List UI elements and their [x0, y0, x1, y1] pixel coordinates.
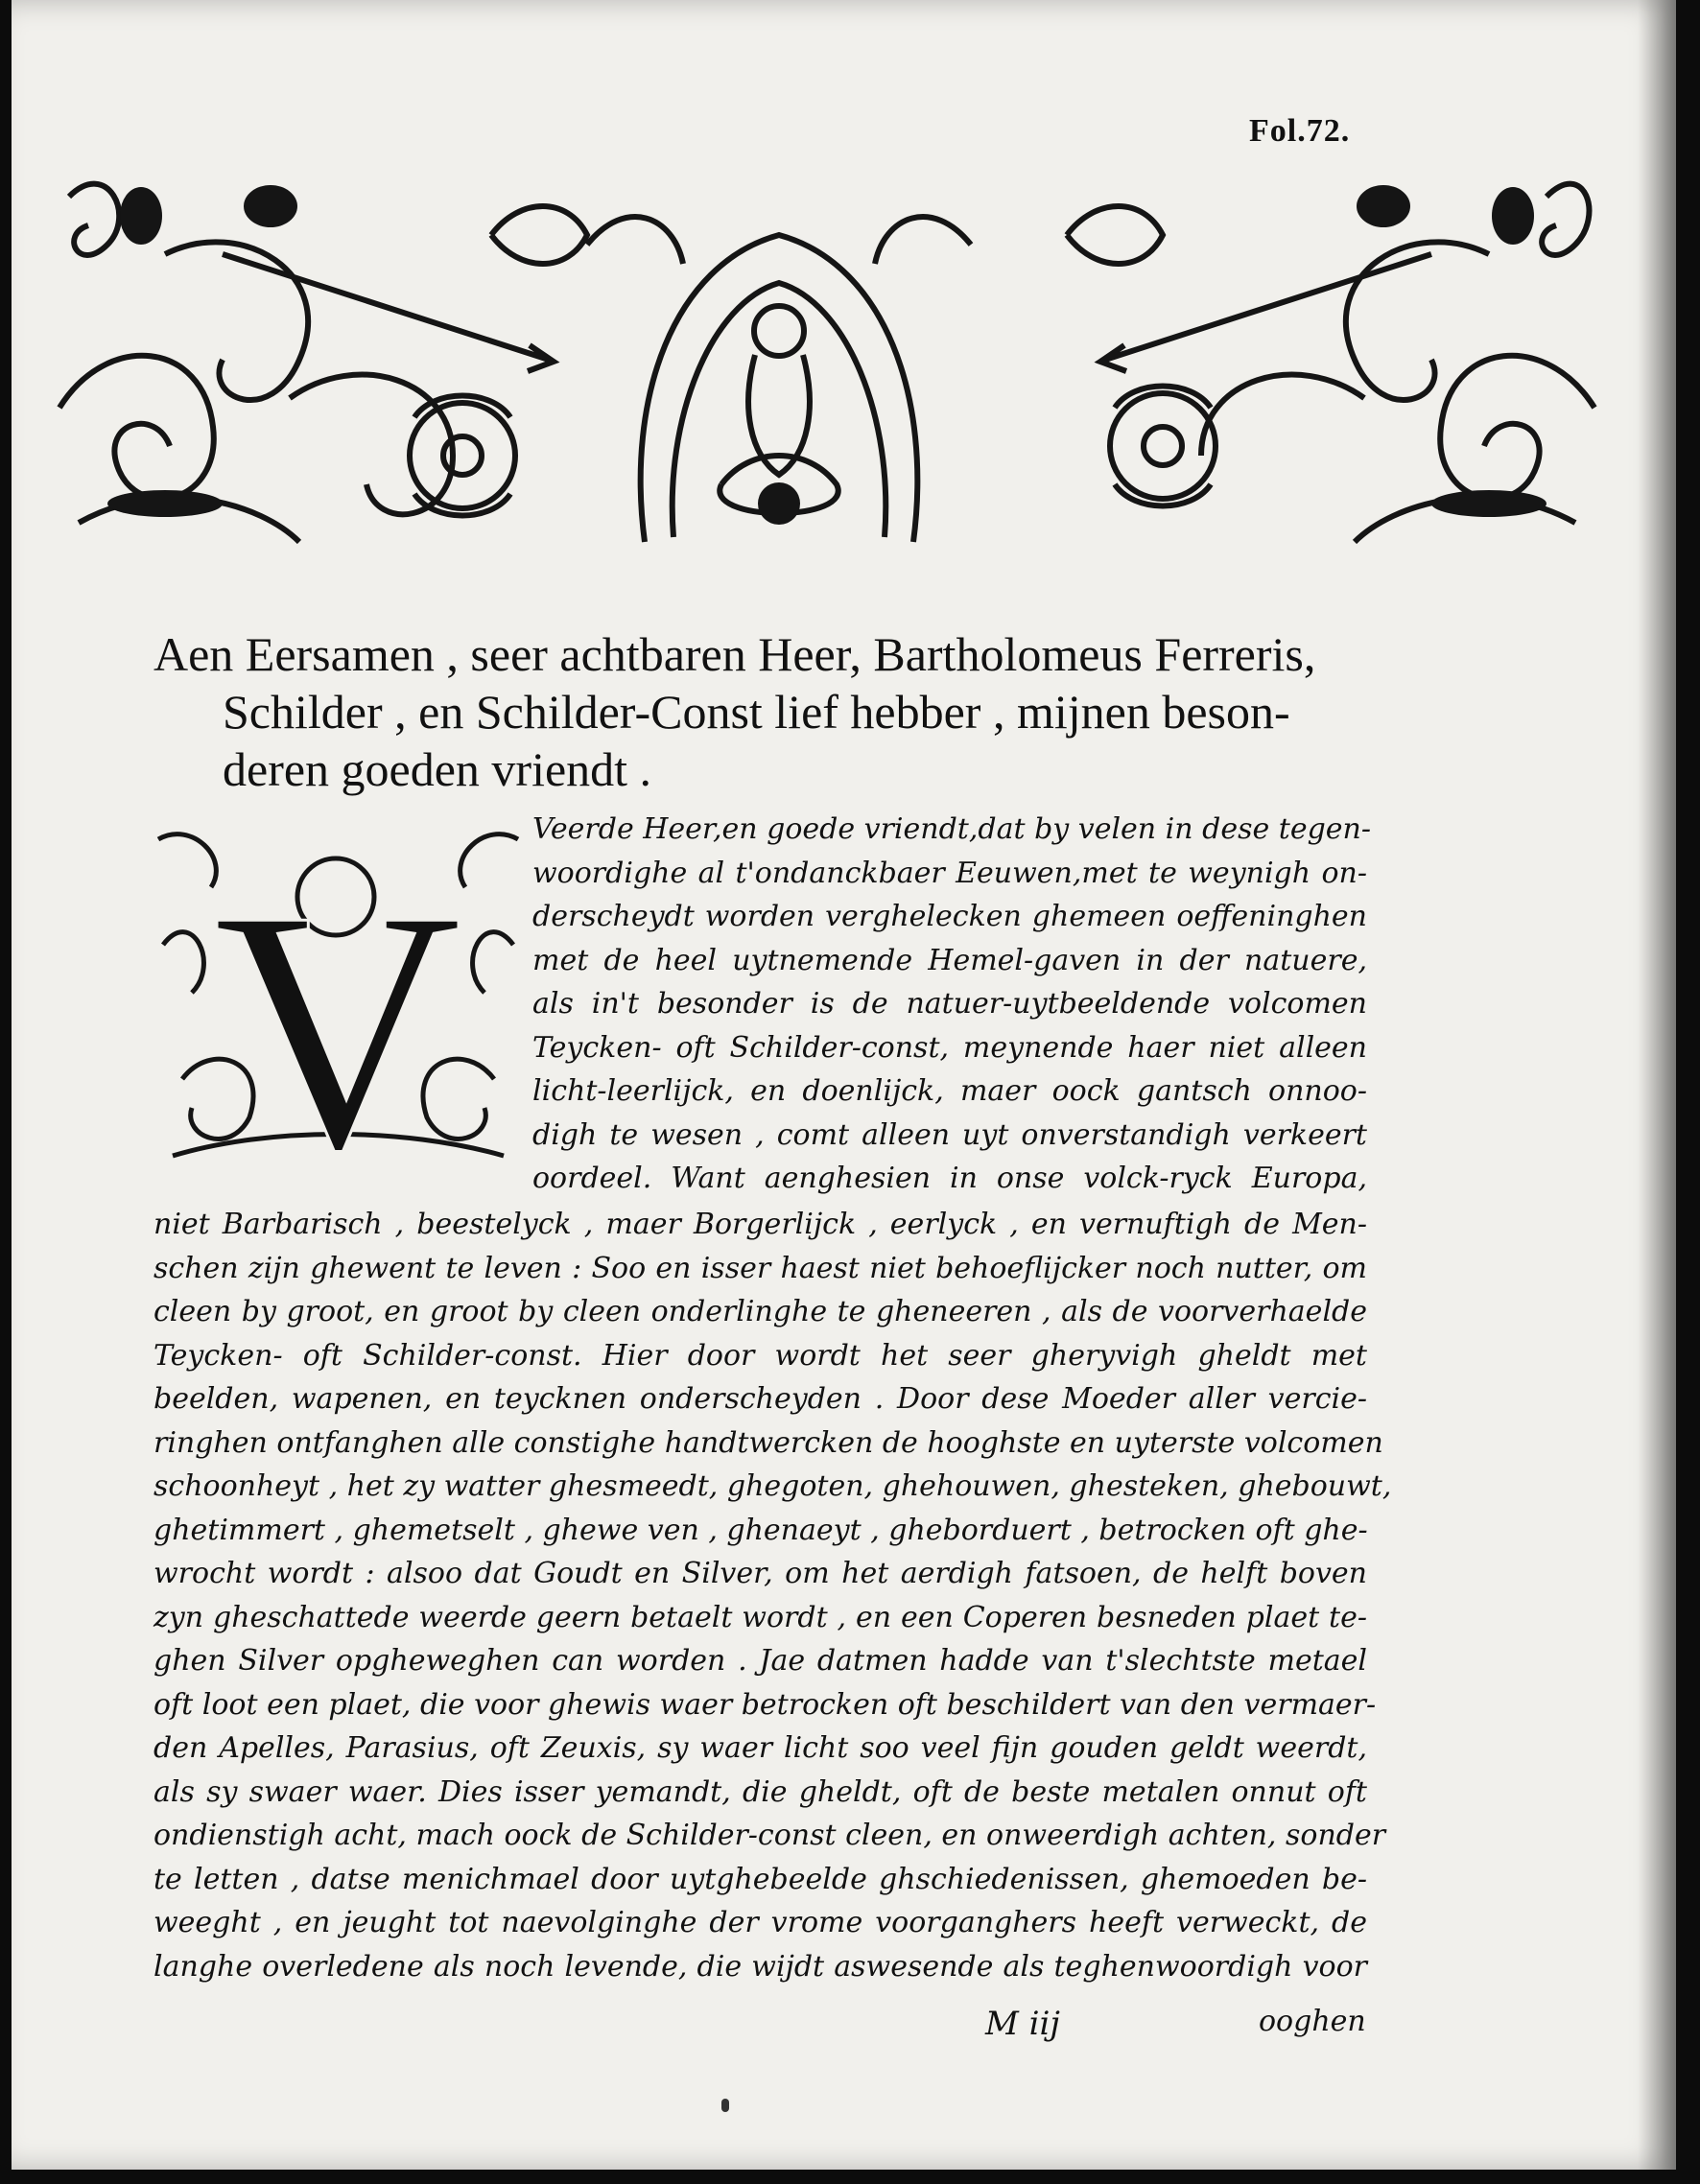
text-line: ringhen ontfanghen alle constighe handtwercken de hooghste en uyterste volcomen: [153, 1425, 1383, 1460]
page-edge-shadow: [1638, 0, 1676, 2170]
text-line: Veerde Heer,en goede vriendt,dat by velen in dese tegen-: [532, 812, 1371, 846]
folio-number: Fol.72.: [1249, 113, 1351, 149]
body-text: [153, 1203, 1392, 1988]
text-line: als sy swaer waer. Dies isser yemandt, die gheldt, oft de beste metalen onnut oft: [153, 1774, 1367, 1809]
text-line: ondienstigh acht, mach oock de Schilder-const cleen, en onweerdigh achten, sonder: [153, 1819, 1386, 1852]
text-line: oordeel. Want aenghesien in onse volck-ryck Europa,: [532, 1162, 1367, 1195]
text-line: met de heel uytnemende Hemel-gaven in der natuere,: [532, 943, 1367, 977]
text-line: te letten , datse menichmael door uytghebeelde ghschiedenissen, ghemoeden be-: [153, 1862, 1367, 1896]
text-line: wrocht wordt : alsoo dat Goudt en Silver, om het aerdigh fatsoen, de helft boven: [153, 1557, 1367, 1590]
text-line: ghetimmert , ghemetselt , ghewe ven , ghenaeyt , gheborduert , betrocken oft ghe-: [153, 1513, 1368, 1547]
decorated-initial-letter: [153, 830, 523, 1185]
text-line: weeght , en jeught tot naevolginghe der vrome voorganghers heeft verweckt, de: [153, 1906, 1367, 1939]
text-line: oft loot een plaet, die voor ghewis waer betrocken oft beschildert van den vermaer-: [153, 1687, 1377, 1722]
text-line: als in't besonder is de natuer-uytbeeldende volcomen: [532, 987, 1367, 1021]
text-line: den Apelles, Parasius, oft Zeuxis, sy waer licht soo veel fijn gouden geldt weerdt,: [153, 1731, 1367, 1765]
text-line: licht-leerlijck, en doenlijck, maer oock gantsch onnoo-: [532, 1074, 1367, 1108]
dedication-heading: [153, 625, 1372, 798]
heading-line: deren goeden vriendt .: [223, 742, 652, 796]
text-line: derscheydt worden verghelecken ghemeen oeffeninghen: [532, 900, 1367, 933]
text-line: niet Barbarisch , beestelyck , maer Borgerlijck , eerlyck , en vernuftigh de Men-: [153, 1208, 1367, 1241]
text-line: cleen by groot, en groot by cleen onderlinghe te gheneeren , als de voorverhaelde: [153, 1295, 1367, 1328]
ornamental-headpiece: [50, 158, 1604, 580]
text-line: schen zijn ghewent te leven : Soo en isser haest niet behoeflijcker noch nutter, om: [153, 1251, 1367, 1285]
heading-line: Schilder , en Schilder-Const lief hebber , mijnen beson-: [223, 685, 1290, 739]
body-text-indented: [532, 808, 1371, 1201]
text-line: schoonheyt , het zy watter ghesmeedt, ghegoten, ghehouwen, ghesteken, ghebouwt,: [153, 1469, 1392, 1503]
signature-mark: M iij: [985, 2005, 1060, 2043]
text-line: woordighe al t'ondanckbaer Eeuwen,met te weynigh on-: [532, 856, 1367, 890]
catchword: ooghen: [1259, 2005, 1366, 2038]
heading-line: Aen Eersamen , seer achtbaren Heer, Bartholomeus Ferreris,: [153, 627, 1316, 681]
initial-letter-glyph: V: [213, 838, 462, 1185]
text-line: ghen Silver opgheweghen can worden . Jae datmen hadde van t'slechtste metael: [153, 1644, 1367, 1678]
text-line: beelden, wapenen, en teycknen onderscheyden . Door dese Moeder aller vercie-: [153, 1382, 1367, 1416]
ink-speck: [721, 2099, 729, 2112]
text-line: digh te wesen , comt alleen uyt onverstandigh verkeert: [532, 1117, 1367, 1152]
text-line: Teycken- oft Schilder-const, meynende haer niet alleen: [532, 1030, 1367, 1065]
text-line: Teycken- oft Schilder-const. Hier door wordt het seer gheryvigh gheldt met: [153, 1338, 1367, 1373]
text-line: langhe overledene als noch levende, die wijdt aswesende als teghenwoordigh voor: [153, 1949, 1367, 1984]
text-line: zyn gheschattede weerde geern betaelt wordt , en een Coperen besneden plaet te-: [153, 1600, 1367, 1634]
book-page: [12, 0, 1676, 2170]
